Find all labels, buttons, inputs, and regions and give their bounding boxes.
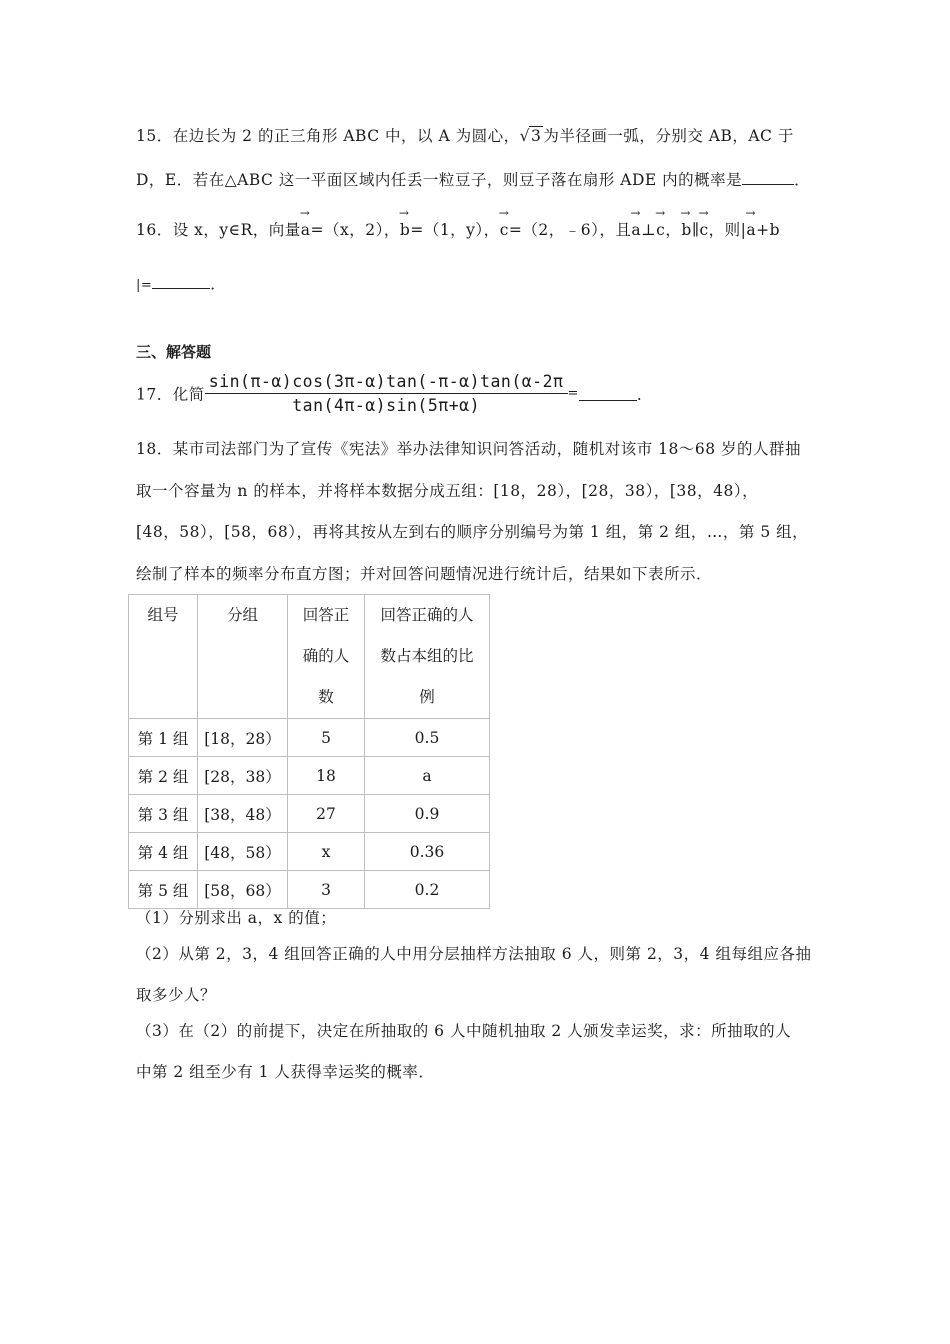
cell-count: 5 bbox=[288, 719, 365, 757]
header-correct-count bbox=[288, 595, 365, 719]
q18-para-line-2: 取一个容量为 n 的样本，并将样本数据分成五组：[18，28），[28，38），[38，48）， bbox=[136, 482, 759, 500]
cell-count: 3 bbox=[288, 871, 365, 909]
vector-a: → a bbox=[301, 219, 311, 239]
cell-count: 27 bbox=[288, 795, 365, 833]
q18-sub2-line2: 取多少人？ bbox=[136, 986, 217, 1004]
q15-period: ． bbox=[794, 171, 811, 189]
vector-b-2: → b bbox=[681, 219, 691, 239]
q15-text-a: 15．在边长为 2 的正三角形 ABC 中，以 A 为圆心， bbox=[136, 127, 520, 145]
cell-group: 第 4 组 bbox=[129, 833, 198, 871]
cell-range: [58，68） bbox=[198, 871, 288, 909]
header-text: 回答正确的人 bbox=[380, 606, 474, 624]
cell-group: 第 2 组 bbox=[129, 757, 198, 795]
table-row bbox=[129, 833, 490, 871]
q16-text-3: =（1，y）， bbox=[410, 221, 500, 239]
perp-symbol: ⊥ bbox=[641, 221, 657, 239]
table-row bbox=[129, 871, 490, 909]
cell-group: 第 1 组 bbox=[129, 719, 198, 757]
cell-group: 第 5 组 bbox=[129, 871, 198, 909]
cell-count: 18 bbox=[288, 757, 365, 795]
q16-comma: ， bbox=[665, 221, 682, 239]
table-header-row bbox=[129, 595, 490, 719]
header-text: 分组 bbox=[226, 606, 258, 624]
q17-line bbox=[136, 372, 653, 415]
q16-line2 bbox=[136, 272, 226, 294]
header-text: 确的人 bbox=[302, 647, 350, 665]
q16-text-2: =（x，2）， bbox=[310, 221, 400, 239]
header-text: 数 bbox=[318, 688, 334, 706]
cell-group: 第 3 组 bbox=[129, 795, 198, 833]
header-text: 组号 bbox=[147, 606, 179, 624]
cell-count: x bbox=[288, 833, 365, 871]
cell-ratio: a bbox=[365, 757, 490, 795]
vector-a-2: → a bbox=[631, 219, 641, 239]
q17-label: 17．化简 bbox=[136, 385, 205, 404]
vector-b: → b bbox=[400, 219, 410, 239]
header-group-no bbox=[129, 595, 198, 719]
vector-c: → c bbox=[500, 219, 509, 239]
q16-abs-close: |= bbox=[136, 278, 153, 293]
answer-blank bbox=[152, 274, 210, 289]
vector-sum: → a+b bbox=[746, 219, 780, 239]
cell-ratio: 0.9 bbox=[365, 795, 490, 833]
q18-sub3-line1: （3）在（2）的前提下，决定在所抽取的 6 人中随机抽取 2 人颁发幸运奖，求：所抽取的人 bbox=[136, 1022, 792, 1040]
q16-text-5: ，则| bbox=[708, 221, 747, 239]
q16-period: ． bbox=[210, 275, 227, 293]
table-row bbox=[129, 719, 490, 757]
q17-period: ． bbox=[636, 385, 653, 404]
q16-text-1: 16．设 x，y∈R，向量 bbox=[136, 221, 301, 239]
header-correct-ratio bbox=[365, 595, 490, 719]
section-heading: 三、解答题 bbox=[136, 343, 212, 361]
cell-range: [18，28） bbox=[198, 719, 288, 757]
q15-line2 bbox=[136, 168, 810, 190]
q16-text-4: =（2，﹣6），且 bbox=[508, 221, 632, 239]
header-range bbox=[198, 595, 288, 719]
header-text: 例 bbox=[419, 688, 435, 706]
q17-denominator: tan(4π-α)sin(5π+α) bbox=[292, 396, 481, 415]
q18-sub3-line2: 中第 2 组至少有 1 人获得幸运奖的概率． bbox=[136, 1063, 435, 1081]
q17-numerator: sin(π-α)cos(3π-α)tan(-π-α)tan(α-2π bbox=[205, 372, 568, 394]
q15-text-c: D，E．若在△ABC 这一平面区域内任丢一粒豆子，则豆子落在扇形 ADE 内的概率是 bbox=[136, 171, 743, 189]
answer-blank bbox=[579, 386, 637, 401]
table-row bbox=[129, 757, 490, 795]
q17-equals: = bbox=[567, 386, 579, 401]
q18-para-line-4: 绘制了样本的频率分布直方图；并对回答问题情况进行统计后，结果如下表所示． bbox=[136, 565, 713, 583]
cell-range: [48，58） bbox=[198, 833, 288, 871]
answer-blank bbox=[742, 170, 794, 185]
cell-ratio: 0.2 bbox=[365, 871, 490, 909]
q16-line1 bbox=[136, 218, 780, 240]
cell-ratio: 0.5 bbox=[365, 719, 490, 757]
vector-c-3: → c bbox=[699, 219, 708, 239]
q17-fraction bbox=[205, 372, 568, 415]
parallel-symbol: ∥ bbox=[691, 221, 700, 239]
results-table bbox=[128, 594, 490, 909]
q15-line1 bbox=[136, 124, 794, 146]
q15-text-b: 为半径画一弧，分别交 AB，AC 于 bbox=[543, 127, 794, 145]
cell-ratio: 0.36 bbox=[365, 833, 490, 871]
q18-sub1: （1）分别求出 a，x 的值； bbox=[136, 909, 337, 927]
q18-para-line-1: 18．某市司法部门为了宣传《宪法》举办法律知识问答活动，随机对该市 18～68 岁的人群抽 bbox=[136, 440, 802, 458]
q18-para-line-3: [48，58），[58，68），再将其按从左到右的顺序分别编号为第 1 组，第 2 组，…，第 5 组， bbox=[136, 523, 809, 541]
sqrt-symbol: √ bbox=[519, 127, 530, 145]
header-text: 数占本组的比 bbox=[380, 647, 474, 665]
q18-sub2-line1: （2）从第 2，3，4 组回答正确的人中用分层抽样方法抽取 6 人，则第 2，3，4 组每组应各抽 bbox=[136, 945, 812, 963]
header-text: 回答正 bbox=[302, 606, 350, 624]
table-row bbox=[129, 795, 490, 833]
cell-range: [38，48） bbox=[198, 795, 288, 833]
cell-range: [28，38） bbox=[198, 757, 288, 795]
sqrt-radicand: 3 bbox=[530, 127, 542, 145]
vector-c-2: → c bbox=[656, 219, 665, 239]
